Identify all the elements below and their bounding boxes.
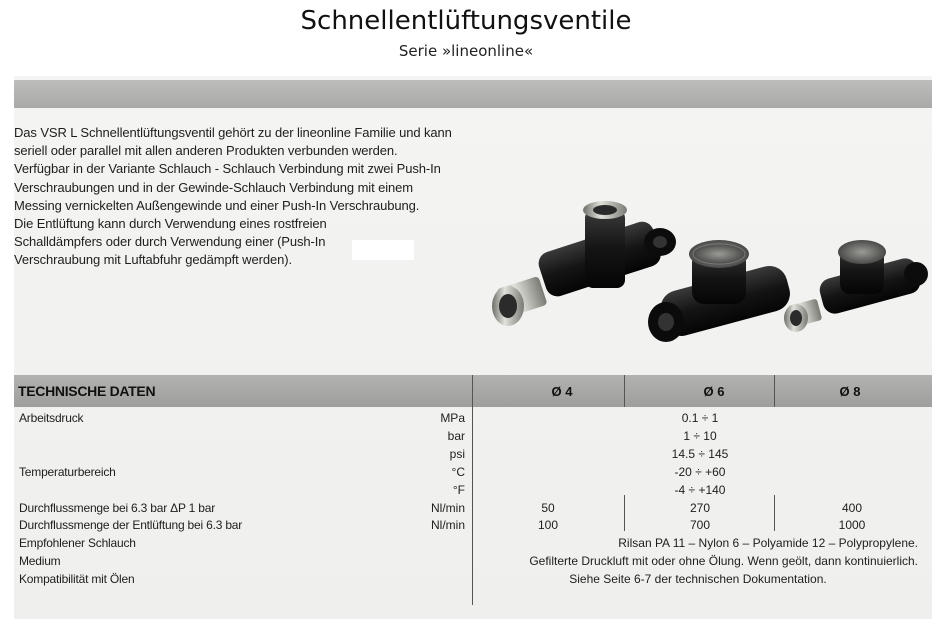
table-cell: 0.1 ÷ 1 — [681, 411, 719, 425]
unit-label: psi — [449, 447, 465, 461]
table-cell: 14.5 ÷ 145 — [671, 447, 729, 461]
unit-label: Nl/min — [430, 518, 465, 532]
column-header-d8: Ø 8 — [839, 384, 861, 399]
row-label-temperaturbereich: Temperaturbereich — [19, 465, 116, 479]
table-separator-col — [774, 495, 775, 531]
column-header-d6: Ø 6 — [703, 384, 725, 399]
row-label-arbeitsdruck: Arbeitsdruck — [19, 411, 84, 425]
table-cell: 100 — [537, 518, 559, 532]
unit-label: °F — [452, 483, 465, 497]
product-photo — [470, 190, 930, 360]
row-label-durchflussmenge-entlueftung: Durchflussmenge der Entlüftung bei 6.3 bar — [19, 518, 243, 532]
column-header-d4: Ø 4 — [551, 384, 573, 399]
table-separator-col — [624, 495, 625, 531]
product-description — [14, 124, 494, 270]
row-label-kompatibilitaet: Kompatibilität mit Ölen — [19, 572, 135, 586]
description-line: Verfügbar in der Variante Schlauch - Schlauch Verbindung mit zwei Push-In — [14, 161, 441, 177]
page-subtitle: Serie »lineonline« — [398, 42, 534, 60]
table-cell: 400 — [841, 501, 863, 515]
page-title: Schnellentlüftungsventile — [300, 6, 632, 36]
table-separator-col — [624, 375, 625, 407]
table-cell: Rilsan PA 11 – Nylon 6 – Polyamide 12 – Polypropylene. — [618, 536, 918, 550]
unit-label: bar — [447, 429, 465, 443]
table-cell: 50 — [541, 501, 555, 515]
unit-label: Nl/min — [430, 501, 465, 515]
table-cell: 1 ÷ 10 — [683, 429, 717, 443]
description-line: Verschraubung mit Luftabfuhr gedämpft werden). — [14, 252, 292, 268]
description-line: Messing vernickelten Außengewinde und einer Push-In Verschraubung. — [14, 197, 420, 213]
description-line: Verschraubungen und in der Gewinde-Schlauch Verbindung mit einem — [14, 179, 414, 195]
valve-small-variant — [784, 240, 928, 332]
description-line: Das VSR L Schnellentlüftungsventil gehört zu der lineonline Familie und kann — [14, 125, 452, 140]
table-cell: -4 ÷ +140 — [674, 483, 726, 497]
table-separator-col — [774, 375, 775, 407]
scan-white-patch — [352, 240, 414, 260]
unit-label: °C — [451, 465, 465, 479]
row-label-schlauch: Empfohlener Schlauch — [19, 536, 136, 550]
catalog-top-band — [14, 80, 932, 108]
description-line: seriell oder parallel mit allen anderen Produkten verbunden werden. — [14, 143, 398, 159]
table-cell: 1000 — [838, 518, 866, 532]
table-cell: 700 — [689, 518, 711, 532]
table-cell: 270 — [689, 501, 711, 515]
tech-data-header — [14, 375, 932, 407]
table-cell: -20 ÷ +60 — [674, 465, 726, 479]
description-line: Die Entlüftung kann durch Verwendung eines rostfreien — [14, 216, 327, 232]
tech-data-title: TECHNISCHE DATEN — [18, 383, 156, 399]
table-separator-main — [472, 375, 473, 605]
table-cell: Siehe Seite 6-7 der technischen Dokumentation. — [569, 572, 827, 586]
row-label-medium: Medium — [19, 554, 61, 568]
valve-thread-variant — [492, 201, 676, 326]
unit-label: MPa — [440, 411, 465, 425]
valve-tube-variant — [648, 240, 794, 342]
table-cell: Gefilterte Druckluft mit oder ohne Ölung. Wenn geölt, dann kontinuierlich. — [529, 554, 918, 568]
row-label-durchflussmenge: Durchflussmenge bei 6.3 bar ΔP 1 bar — [19, 501, 216, 515]
description-line: Schalldämpfers oder durch Verwendung einer (Push-In — [14, 234, 326, 250]
